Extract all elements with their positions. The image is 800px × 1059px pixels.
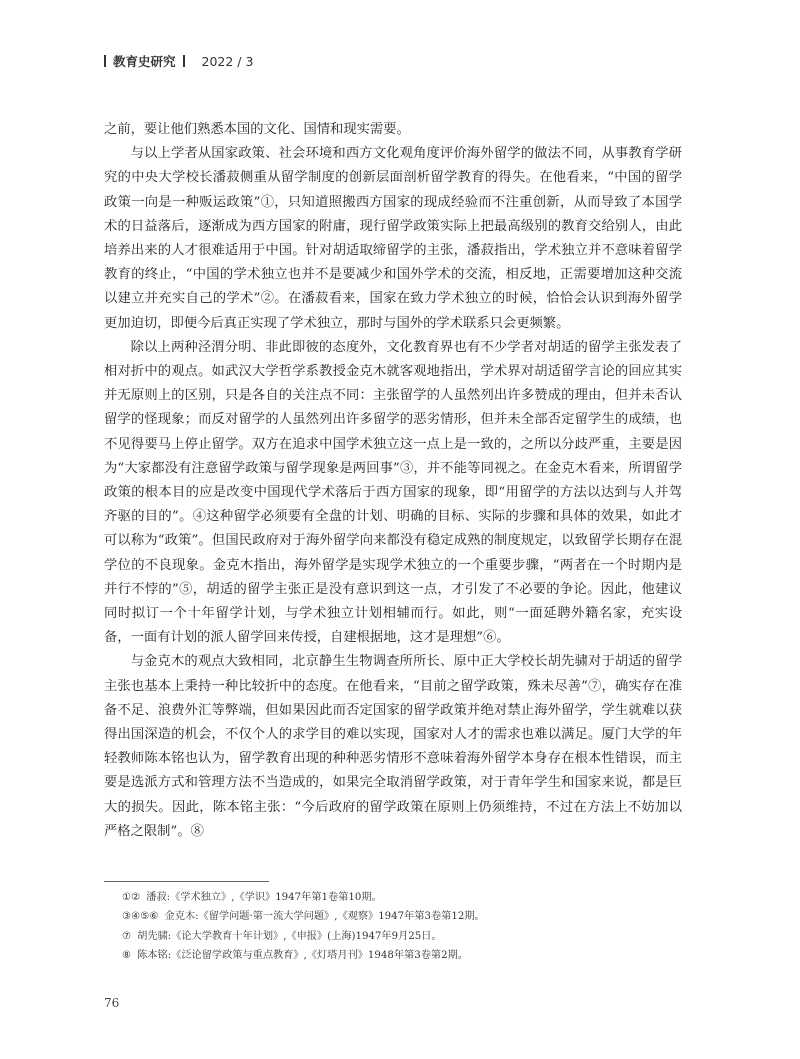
running-header — [104, 52, 253, 70]
footnote — [122, 907, 682, 926]
footnote — [122, 888, 682, 907]
footnote — [122, 927, 682, 946]
footnote-divider — [104, 881, 269, 882]
footnote-text: 胡先骕:《论大学教育十年计划》,《申报》(上海)1947年9月25日。 — [137, 930, 442, 942]
footnote-mark: ③④⑤⑥ — [122, 911, 159, 923]
header-bar-right — [183, 55, 185, 67]
body-text — [104, 118, 682, 844]
journal-title: 教育史研究 — [113, 54, 176, 69]
footnote-mark: ⑧ — [122, 949, 132, 961]
header-bar-left — [104, 55, 106, 67]
paragraph-continued: 之前，要让他们熟悉本国的文化、国情和现实需要。 — [104, 122, 410, 137]
footnote-text: 潘菽:《学术独立》,《学识》1947年第1卷第10期。 — [146, 892, 382, 903]
footnote-mark: ①② — [122, 892, 141, 903]
journal-issue: 2022 / 3 — [201, 53, 254, 69]
footnotes — [122, 888, 682, 965]
footnote-mark: ⑦ — [122, 930, 132, 942]
page-number: 76 — [104, 996, 120, 1010]
footnote-text: 金克木:《留学问题·第一流大学问题》,《观察》1947年第3卷第12期。 — [164, 911, 485, 923]
paragraph: 与以上学者从国家政策、社会环境和西方文化观角度评价海外留学的做法不同，从事教育学研究的中央大学校长潘菽侧重从留学制度的创新层面剖析留学教育的得失。在他看来，“中国的留学政策一向是一种贩运政策”①，只知道照搬西方国家的现成经验而不注重创新，从而导致了本国学术的日益落后，逐渐成为西方国家的附庸，现行留学政策实际上把最高级别的教育交给别人，由此培养出来的人才很难适用于中国。针对胡适取缔留学的主张，潘菽指出，学术独立并不意味着留学教育的终止，“中国的学术独立也并不是要减少和国外学术的交流，相反地，正需要增加这种交流以建立并充实自己的学术”②。在潘菽看来，国家在致力学术独立的时候，恰恰会认识到海外留学更加迫切，即便今后真正实现了学术独立，那时与国外的学术联系只会更频繁。 — [104, 146, 682, 331]
paragraph: 与金克木的观点大致相同，北京静生生物调查所所长、原中正大学校长胡先骕对于胡适的留学主张也基本上秉持一种比较折中的态度。在他看来，“目前之留学政策，殊未尽善”⑦，确实存在准备不足、浪费外汇等弊端，但如果因此而否定国家的留学政策并绝对禁止海外留学，学生就难以获得出国深造的机会，不仅个人的求学目的难以实现，国家对人才的需求也难以满足。厦门大学的年轻教师陈本铭也认为，留学教育出现的种种恶劣情形不意味着海外留学本身存在根本性错误，而主要是选派方式和管理方法不当造成的，如果完全取消留学政策，对于青年学生和国家来说，都是巨大的损失。因此，陈本铭主张：“今后政府的留学政策在原则上仍须维持，不过在方法上不妨加以严格之限制”。⑧ — [104, 654, 682, 839]
footnote — [122, 946, 682, 965]
paragraph: 除以上两种泾渭分明、非此即彼的态度外，文化教育界也有不少学者对胡适的留学主张发表了相对折中的观点。如武汉大学哲学系教授金克木就客观地指出，学术界对胡适留学言论的回应其实并无原则上的区别，只是各自的关注点不同：主张留学的人虽然列出许多赞成的理由，但并未否认留学的怪现象；而反对留学的人虽然列出许多留学的恶劣情形，但并未全部否定留学生的成绩，也不见得要马上停止留学。双方在追求中国学术独立这一点上是一致的，之所以分歧严重，主要是因为“大家都没有注意留学政策与留学现象是两回事”③，并不能等同视之。在金克木看来，所谓留学政策的根本目的应是改变中国现代学术落后于西方国家的现象，即“用留学的方法以达到与人并驾齐驱的目的”。④这种留学必须要有全盘的计划、明确的目标、实际的步骤和具体的效果，如此才可以称为“政策”。但国民政府对于海外留学向来都没有稳定成熟的制度规定，以致留学长期存在混学位的不良现象。金克木指出，海外留学是实现学术独立的一个重要步骤，“两者在一个时期内是并行不悖的”⑤，胡适的留学主张正是没有意识到这一点，才引发了不必要的争论。因此，他建议同时拟订一个十年留学计划，与学术独立计划相辅而行。如此，则“一面延聘外籍名家，充实设备，一面有计划的派人留学回来传授，自建根据地，这才是理想”⑥。 — [104, 339, 682, 646]
footnote-text: 陈本铭:《泛论留学政策与重点教育》,《灯塔月刊》1948年第3卷第2期。 — [137, 949, 468, 961]
